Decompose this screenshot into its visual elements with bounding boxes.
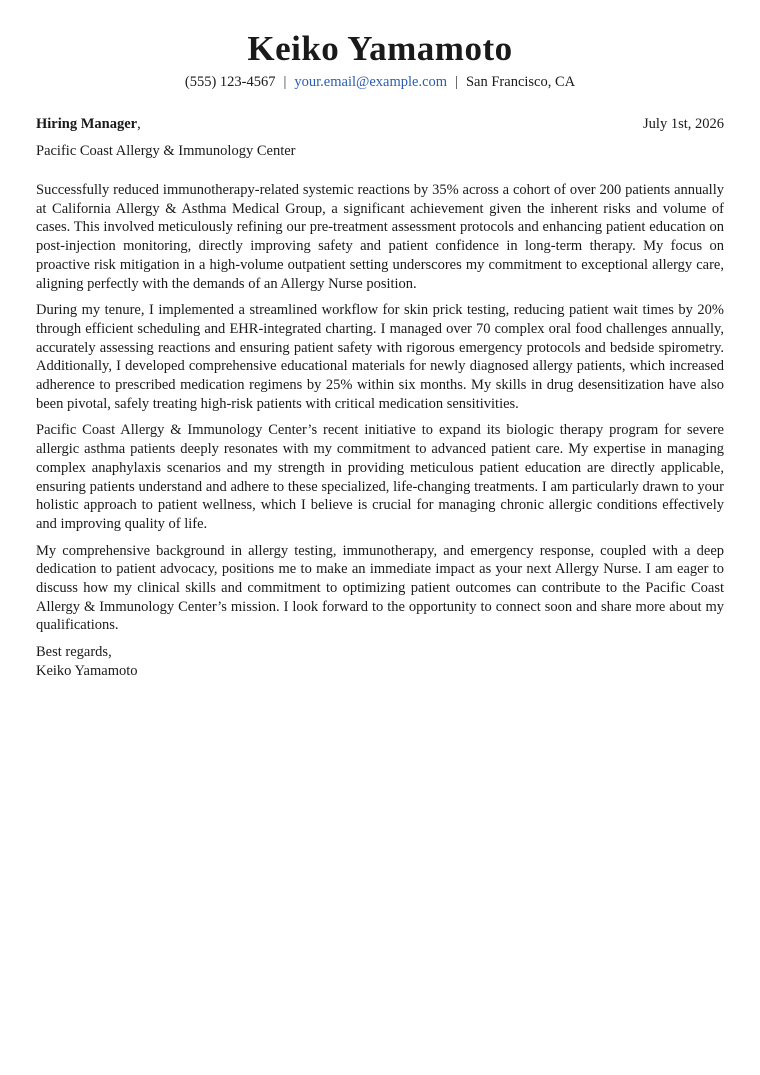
contact-separator: | (455, 74, 458, 90)
contact-separator: | (283, 74, 287, 90)
email-link[interactable]: your.email@example.com (294, 74, 448, 90)
greeting (36, 114, 141, 134)
contact-line (36, 72, 724, 92)
body-paragraph: During my tenure, I implemented a streamlined workflow for skin prick testing, reducing patient wait times by 20% through efficient scheduling and EHR-integrated charting. I managed over 70 complex oral food challenges annually, accurately assessing reactions and ensuring patient safety with rigorous emergency protocols and bedside spirometry. Additionally, I developed comprehensive educational materials for newly diagnosed allergy patients, which increased adherence to prescribed medication regimens by 25% within six months. My skills in drug desensitization have also been pivotal, safely treating high-risk patients with critical medication sensitivities. (36, 302, 724, 412)
recipient-row (36, 114, 724, 134)
body-paragraph: Pacific Coast Allergy & Immunology Center’s recent initiative to expand its biologic therapy program for severe allergic asthma patients deeply resonates with my commitment to advanced patient care. My expertise in managing complex anaphylaxis scenarios and my strength in providing meticulous patient education are directly applicable, ensuring patients understand and adhere to these specialized, life-changing treatments. I am particularly drawn to your holistic approach to patient wellness, which I believe is crucial for managing chronic allergic conditions effectively and improving quality of life. (36, 422, 724, 532)
signature-name: Keiko Yamamoto (36, 663, 138, 680)
letter-body (36, 181, 724, 635)
letter-date: July 1st, 2026 (643, 116, 724, 132)
phone-number: (555) 123-4567 (184, 74, 276, 90)
sign-off: Best regards, (36, 644, 112, 661)
recipient-company: Pacific Coast Allergy & Immunology Center (36, 143, 296, 159)
location: San Francisco, CA (465, 74, 576, 90)
greeting-punctuation: , (137, 116, 141, 132)
body-paragraph: My comprehensive background in allergy testing, immunotherapy, and emergency response, coupled with a deep dedication to patient advocacy, positions me to make an immediate impact as your next Allergy Nurse. I am eager to discuss how my clinical skills and commitment to optimizing patient outcomes can contribute to the Pacific Coast Allergy & Immunology Center’s mission. I look forward to the opportunity to connect soon and share more about my qualifications. (36, 542, 724, 634)
applicant-name: Keiko Yamamoto (247, 29, 513, 68)
body-paragraph: Successfully reduced immunotherapy-related systemic reactions by 35% across a cohort of over 200 patients annually at California Allergy & Asthma Medical Group, a significant achievement given the inherent risks and volume of cases. This involved meticulously refining our pre-treatment assessment protocols and enhancing patient education on post-injection monitoring, directly improving safety and patient confidence in long-term therapy. My focus on proactive risk mitigation in a high-volume outpatient setting underscores my commitment to exceptional allergy care, aligning perfectly with the demands of an Allergy Nurse position. (36, 182, 724, 292)
recipient-name: Hiring Manager (36, 116, 138, 132)
closing-block (36, 643, 724, 681)
